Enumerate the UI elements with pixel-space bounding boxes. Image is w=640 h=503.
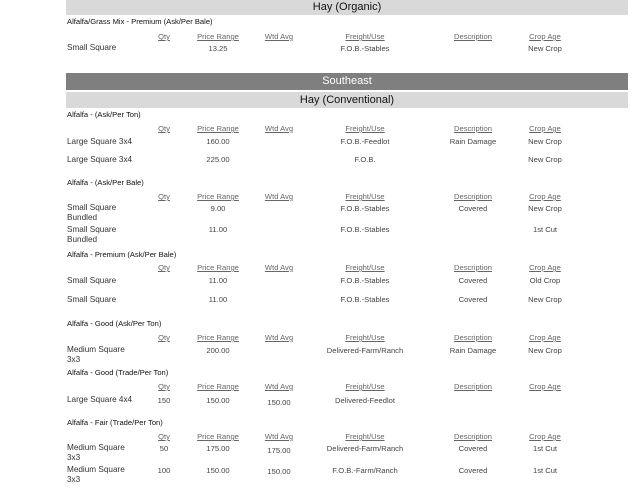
row-price: 160.00 <box>206 137 230 146</box>
row-label: Medium Square 3x3 <box>67 465 125 484</box>
col-freight: Freight/Use <box>345 192 385 201</box>
row-crop-age: 1st Cut <box>532 225 558 234</box>
section-title: Alfalfa - Good (Ask/Per Ton) <box>67 319 162 328</box>
row-wtd-avg: 150.00 <box>267 467 291 476</box>
row-description: Covered <box>458 276 488 285</box>
row-crop-age: 1st Cut <box>532 466 558 475</box>
col-description: Description <box>454 333 492 342</box>
row-label: Medium Square 3x3 <box>67 443 125 462</box>
row-qty: 50 <box>159 444 169 453</box>
row-freight: F.O.B.-Stables <box>340 225 390 234</box>
col-freight: Freight/Use <box>345 432 385 441</box>
col-crop-age: Crop Age <box>529 382 561 391</box>
row-freight: Delivered-Farm/Ranch <box>326 346 404 355</box>
col-freight: Freight/Use <box>345 263 385 272</box>
section-title: Alfalfa - (Ask/Per Ton) <box>67 110 141 119</box>
row-price: 225.00 <box>206 155 230 164</box>
col-price-range: Price Range <box>197 333 239 342</box>
row-qty: 100 <box>157 466 171 475</box>
row-label: Small Square Bundled <box>67 225 117 244</box>
col-wtd-avg: Wtd Avg <box>264 263 294 272</box>
col-qty: Qty <box>158 333 170 342</box>
row-crop-age: New Crop <box>528 346 562 355</box>
row-crop-age: Old Crop <box>529 276 561 285</box>
col-qty: Qty <box>158 124 170 133</box>
row-crop-age: 1st Cut <box>532 444 558 453</box>
col-price-range: Price Range <box>197 124 239 133</box>
row-freight: Delivered-Feedlot <box>335 396 395 405</box>
col-qty: Qty <box>158 192 170 201</box>
row-description: Rain Damage <box>449 346 497 355</box>
row-wtd-avg: 175.00 <box>267 446 291 455</box>
row-price: 150.00 <box>206 466 230 475</box>
row-price: 13.25 <box>208 44 228 53</box>
col-qty: Qty <box>158 32 170 41</box>
col-price-range: Price Range <box>197 192 239 201</box>
col-crop-age: Crop Age <box>529 32 561 41</box>
row-label: Large Square 3x4 <box>67 137 133 146</box>
col-wtd-avg: Wtd Avg <box>264 432 294 441</box>
col-qty: Qty <box>158 432 170 441</box>
row-label: Large Square 3x4 <box>67 155 133 164</box>
hay-conventional-header: Hay (Conventional) <box>66 92 628 108</box>
row-description: Rain Damage <box>449 137 497 146</box>
section-title: Alfalfa/Grass Mix - Premium (Ask/Per Bale) <box>67 17 213 26</box>
row-freight: F.O.B. <box>354 155 376 164</box>
hay-organic-header: Hay (Organic) <box>66 0 628 15</box>
col-description: Description <box>454 263 492 272</box>
row-freight: F.O.B.-Feedlot <box>340 137 390 146</box>
row-price: 9.00 <box>210 204 226 213</box>
col-crop-age: Crop Age <box>529 124 561 133</box>
col-description: Description <box>454 192 492 201</box>
row-crop-age: New Crop <box>528 204 562 213</box>
col-wtd-avg: Wtd Avg <box>264 382 294 391</box>
section-title: Alfalfa - Premium (Ask/Per Bale) <box>67 250 177 259</box>
section-title: Alfalfa - (Ask/Per Bale) <box>67 178 144 187</box>
row-label: Large Square 4x4 <box>67 395 133 404</box>
row-price: 200.00 <box>206 346 230 355</box>
row-description: Covered <box>458 466 488 475</box>
col-freight: Freight/Use <box>345 32 385 41</box>
row-crop-age: New Crop <box>528 295 562 304</box>
row-description: Covered <box>458 444 488 453</box>
row-price: 11.00 <box>208 295 228 304</box>
col-qty: Qty <box>158 263 170 272</box>
col-crop-age: Crop Age <box>529 333 561 342</box>
section-title: Alfalfa - Fair (Trade/Per Ton) <box>67 418 163 427</box>
col-price-range: Price Range <box>197 263 239 272</box>
row-crop-age: New Crop <box>528 44 562 53</box>
col-freight: Freight/Use <box>345 382 385 391</box>
col-crop-age: Crop Age <box>529 432 561 441</box>
col-wtd-avg: Wtd Avg <box>264 32 294 41</box>
col-description: Description <box>454 32 492 41</box>
row-price: 175.00 <box>206 444 230 453</box>
row-price: 11.00 <box>208 276 228 285</box>
row-freight: F.O.B.-Stables <box>340 295 390 304</box>
col-crop-age: Crop Age <box>529 192 561 201</box>
row-freight: F.O.B.-Stables <box>340 276 390 285</box>
col-description: Description <box>454 124 492 133</box>
col-freight: Freight/Use <box>345 333 385 342</box>
row-wtd-avg: 150.00 <box>267 398 291 407</box>
col-description: Description <box>454 382 492 391</box>
col-price-range: Price Range <box>197 382 239 391</box>
row-label: Small Square <box>67 276 117 285</box>
col-wtd-avg: Wtd Avg <box>264 192 294 201</box>
col-crop-age: Crop Age <box>529 263 561 272</box>
region-header: Southeast <box>66 73 628 90</box>
col-qty: Qty <box>158 382 170 391</box>
col-price-range: Price Range <box>197 432 239 441</box>
row-label: Medium Square 3x3 <box>67 345 125 364</box>
section-title: Alfalfa - Good (Trade/Per Ton) <box>67 368 169 377</box>
row-qty: 150 <box>157 396 171 405</box>
row-freight: Delivered-Farm/Ranch <box>326 444 404 453</box>
row-label: Small Square Bundled <box>67 203 117 222</box>
col-wtd-avg: Wtd Avg <box>264 333 294 342</box>
col-price-range: Price Range <box>197 32 239 41</box>
row-price: 11.00 <box>208 225 228 234</box>
row-crop-age: New Crop <box>528 155 562 164</box>
row-freight: F.O.B.-Farm/Ranch <box>332 466 398 475</box>
row-price: 150.00 <box>206 396 230 405</box>
row-freight: F.O.B.-Stables <box>340 44 390 53</box>
row-crop-age: New Crop <box>528 137 562 146</box>
row-label: Small Square <box>67 43 117 52</box>
row-label: Small Square <box>67 295 117 304</box>
col-wtd-avg: Wtd Avg <box>264 124 294 133</box>
col-freight: Freight/Use <box>345 124 385 133</box>
row-freight: F.O.B.-Stables <box>340 204 390 213</box>
col-description: Description <box>454 432 492 441</box>
row-description: Covered <box>458 204 488 213</box>
row-description: Covered <box>458 295 488 304</box>
